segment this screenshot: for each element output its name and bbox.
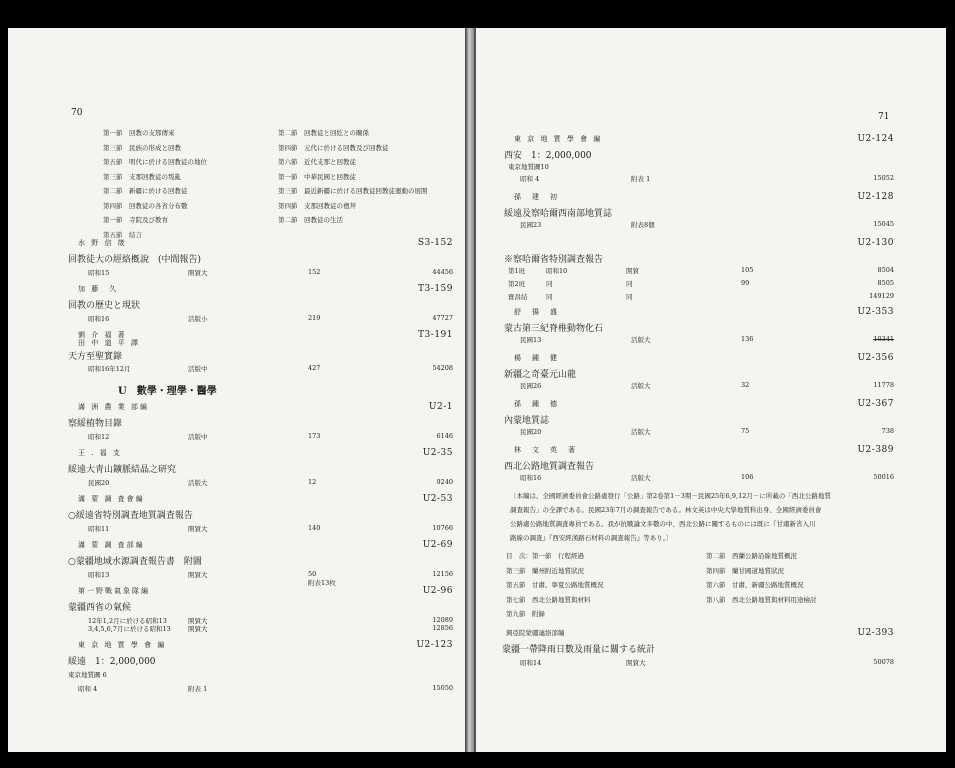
entry-code: U2-69 (422, 540, 453, 550)
entry-author-row (8, 402, 465, 416)
entry-author: 第一野戰氣象隊編 (78, 587, 150, 595)
entry-title: 綏遠大靑山鑛脈結晶之研究 (68, 465, 177, 475)
entry-title: ○蒙疆地域水源調査報告書 附圖 (68, 557, 202, 567)
entry-code: U2-130 (857, 238, 894, 248)
entry-title: 西安 1：2,000,000 (504, 151, 592, 161)
entry-number: 15052 (873, 174, 894, 182)
entry-author-row (8, 540, 465, 554)
entry-detail-row (8, 524, 465, 538)
entry-author: 東 京 地 質 學 會 編 (78, 641, 167, 649)
entry-publisher: 活版中 (188, 433, 208, 441)
entry-title: 西北公路地質調査報告 (504, 462, 595, 472)
entry-detail-row (8, 364, 465, 378)
entry-publisher: 開貿大 (626, 658, 646, 667)
entry-pages: 219 (308, 314, 321, 322)
tail-detail-row (8, 684, 465, 698)
survey-team: 第2班 (508, 280, 526, 288)
toc-item: 第四節 蘭甘國道地質狀況 (706, 566, 784, 575)
entry-code: U2-124 (857, 134, 894, 144)
entry-author-row (8, 330, 465, 347)
entry-year: 昭和16 (88, 315, 110, 323)
entry-publisher: 活版大 (188, 479, 208, 487)
toc-item: 第三節 支那回教徒の叛亂 (103, 172, 181, 181)
entry-number: 8504 (877, 266, 894, 274)
entry-author: 田 中 道 平 譯 (78, 339, 140, 347)
entry-author-row (8, 640, 465, 654)
entry-number: 15045 (873, 220, 894, 228)
entry-year: 12年1,2月に於ける昭和13 (88, 617, 167, 625)
toc-item: 第四節 支那回教徒の禮拜 (278, 201, 356, 210)
entry-year: 昭和16 (520, 474, 542, 482)
entry-publisher: 活版小 (188, 315, 208, 323)
entry-code: U2-389 (857, 445, 894, 455)
toc-row (476, 595, 946, 609)
entry-author-row (476, 445, 946, 459)
entry-publisher: 活版大 (631, 474, 651, 482)
page-number-left: 70 (71, 108, 83, 118)
entry-code: U2-96 (422, 586, 453, 596)
toc-row (476, 580, 946, 594)
entry-number: 47727 (432, 314, 453, 322)
toc-item: 第六節 近代支那と回教徒 (278, 158, 356, 166)
toc-item: 第五節 結言 (103, 230, 142, 239)
tail-label-row (8, 670, 465, 684)
entry-publisher: 活版大 (631, 336, 651, 344)
entry-pages: 105 (741, 266, 754, 274)
entry-author: 興亞院蒙疆連絡部編 (506, 628, 565, 637)
annotation-text: 〔本編は、全國經濟委員會公路處發行「公路」第2卷第1－3期－民國25年6,9,12月－に所載の「西北公路地質 (510, 492, 831, 500)
entry-author-row (476, 238, 946, 252)
entry-code: T3-159 (418, 284, 453, 294)
survey-team: 第1班 (508, 267, 526, 275)
toc-item: 第四節 回教徒の各省分布數 (103, 201, 188, 210)
entry-title-row (8, 252, 465, 266)
entry-title-row (476, 642, 946, 656)
entry-publisher: 同 (626, 280, 633, 288)
survey-table-row (476, 292, 946, 306)
entry-publisher: 活版大 (631, 382, 651, 390)
entry-title-row (476, 459, 946, 473)
toc-item: 第二節 新疆に於ける回教徒 (103, 187, 188, 195)
entry-publisher: 開貿大 (188, 525, 208, 533)
entry-year: 民國13 (520, 336, 542, 344)
toc-item: 第八節 西北公路地質與材料用途檢討 (706, 595, 817, 604)
entry-code: T3-191 (418, 330, 453, 340)
entry-publisher: 同 (626, 293, 633, 301)
entry-year: 民國26 (520, 382, 542, 390)
toc-item: 第四節 元代に於ける回教及び回教徒 (278, 143, 389, 152)
entry-title: ※察哈爾省特別調査報告 (504, 255, 604, 265)
entry-number: 12856 (432, 624, 453, 632)
entry-number: 44456 (432, 268, 453, 276)
entry-pages: 136 (741, 335, 754, 343)
entry-year: 昭和15 (88, 269, 110, 277)
entry-detail-row (8, 432, 465, 446)
entry-author-row (8, 284, 465, 298)
entry-author: 王 . 福 支 (78, 449, 122, 457)
toc-item: 第一節 中華民國と回教徒 (278, 172, 356, 181)
toc-item: 第六節 甘肅、新疆公路地質概況 (706, 581, 804, 589)
entry-author-row (8, 586, 465, 600)
entry-pages: 99 (741, 279, 750, 287)
entry-publisher: 開貿 (626, 267, 639, 275)
entry-title: 蒙疆一帶降雨日數及雨量に關する統計 (502, 644, 656, 655)
entry-author-row (476, 353, 946, 367)
toc-row (476, 609, 946, 623)
entry-publisher: 附表 1 (188, 685, 208, 693)
section-heading: U 數學・理學・醫學 (118, 386, 217, 397)
entry-title-row (8, 298, 465, 312)
toc-row (476, 551, 946, 565)
entry-author: 滿 蒙 調 査部編 (78, 541, 145, 549)
entry-publisher: 活版大 (631, 428, 651, 436)
entry-year: 昭和 4 (78, 685, 98, 693)
entry-code: U2-353 (857, 307, 894, 317)
entry-publisher: 附表8個 (631, 221, 655, 229)
entry-pages: 75 (741, 427, 750, 435)
entry-detail-row (476, 427, 946, 441)
entry-author: 東 京 地 質 學 會 編 (514, 135, 603, 143)
entry-number: 54208 (432, 364, 453, 372)
entry-pages: 32 (741, 381, 750, 389)
toc-item: 第一節 寺院及び教育 (103, 216, 168, 224)
entry-title: 新疆之奇臺元山龍 (504, 370, 577, 380)
toc-item: 第五節 甘肅、寧夏公路地質概況 (506, 581, 604, 589)
entry-code: U2-393 (857, 627, 894, 638)
toc-row (8, 186, 465, 200)
entry-detail-row (8, 478, 465, 492)
toc-item: 第二節 回教徒と回紇との關係 (278, 129, 369, 137)
entry-pages: 152 (308, 268, 321, 276)
entry-number: 50016 (873, 473, 894, 481)
annotation-text: 調査報告」の全譯である。民國23年7月の調査報告である。林文英は中央大學地質科出身、全國經濟委員會 (510, 506, 822, 514)
entry-author: 孫 鍾 德 (514, 400, 559, 408)
map-series-label: 東京地質圖10 (508, 163, 549, 171)
entry-author: 滿 洲 農 業 部編 (78, 403, 149, 411)
entry-author: 舒 揚 盛 (514, 308, 559, 316)
entry-year: 昭和10 (546, 267, 568, 275)
entry-author-row (476, 399, 946, 413)
entry-detail-row (8, 268, 465, 282)
entry-title: 察綏植物目錄 (68, 419, 123, 429)
entry-title-row (8, 600, 465, 614)
survey-team: 寶昌結 (508, 293, 528, 301)
toc-item: 第五節 明代に於ける回教徒の地位 (103, 158, 207, 166)
entry-detail-row (8, 314, 465, 328)
entry-author: 加 藤 久 (78, 285, 119, 293)
toc-item: 第九節 附錄 (506, 610, 545, 618)
entry-year: 同 (546, 293, 553, 301)
entry-publisher: 附表 1 (631, 175, 651, 183)
entry-pages: 50 (308, 570, 317, 578)
entry-title: 回教の歷史と現狀 (68, 301, 141, 311)
entry-pages: 附表13枚 (308, 579, 336, 587)
entry-number: 10766 (432, 524, 453, 532)
entry-year: 昭和12 (88, 433, 110, 441)
entry-number: 12089 (432, 616, 453, 624)
entry-title: 內蒙地質誌 (504, 416, 550, 426)
entry-detail-row (476, 174, 946, 188)
toc-item: 第三節 民族の形成と回教 (103, 143, 181, 152)
entry-year: 民國20 (520, 428, 542, 436)
entry-pages: 427 (308, 364, 321, 372)
entry-title: 回教徒大の經絡槪說 (中間報告) (68, 255, 202, 265)
entry-title: ○綏遠省特別調査地質調査報告 (68, 511, 193, 521)
toc-item: 第三節 最近新疆に於ける回教徒回教徒運動の展開 (278, 187, 428, 195)
entry-pages: 12 (308, 478, 317, 486)
toc-row (8, 201, 465, 215)
entry-author-row (8, 448, 465, 462)
section-heading-row (8, 382, 465, 396)
entry-title: 天方至聖實錄 (68, 352, 123, 362)
entry-author-row (476, 192, 946, 206)
entry-year: 昭和14 (520, 658, 542, 667)
entry-title: 蒙疆西省の氣候 (68, 603, 132, 613)
entry-year: 民國20 (88, 479, 110, 487)
entry-author-row (476, 134, 946, 148)
entry-title-row (476, 252, 946, 266)
entry-publisher: 開貿大 (188, 269, 208, 277)
toc-row (8, 143, 465, 157)
entry-code: S3-152 (417, 238, 453, 248)
toc-row (8, 215, 465, 229)
entry-author: 劉 介 福 著 (78, 331, 127, 339)
entry-number: 50078 (873, 657, 894, 666)
entry-publisher: 開貿大 (188, 617, 208, 625)
toc-row (476, 566, 946, 580)
page-number-right: 71 (878, 112, 890, 122)
entry-title: 蒙古第三紀脊椎動物化石 (504, 324, 604, 334)
toc-row (8, 157, 465, 171)
toc-item: 第七節 西北公路地質與材料 (506, 595, 591, 604)
entry-code: U2-53 (422, 494, 453, 504)
entry-pages: 106 (741, 473, 754, 481)
entry-title: 綏遠及察哈爾西南部地質誌 (504, 209, 613, 219)
entry-detail-row (476, 335, 946, 349)
entry-title-row (8, 554, 465, 568)
left-page (8, 28, 467, 752)
entry-number: 738 (881, 427, 894, 435)
entry-title-row (8, 508, 465, 522)
survey-table-row (476, 266, 946, 280)
entry-year: 民國23 (520, 221, 542, 229)
entry-code: U2-356 (857, 353, 894, 363)
annotation-text: 路線の調査』『西安經漢路石材料の調査報告』等あり。〕 (510, 534, 673, 542)
entry-year: 昭和 4 (520, 175, 540, 183)
entry-number: 11778 (873, 381, 894, 389)
entry-author-row (476, 628, 946, 642)
entry-code: U2-128 (857, 192, 894, 202)
map-series-label: 東京地質圖 6 (68, 671, 107, 679)
toc-row (8, 172, 465, 186)
entry-title-row (8, 416, 465, 430)
entry-title-row (8, 462, 465, 476)
entry-title-row (476, 206, 946, 220)
entry-number: 8505 (877, 279, 894, 287)
toc-item: 第二節 回教徒の生活 (278, 216, 343, 224)
entry-detail-row (476, 220, 946, 234)
entry-author: 孫 建 初 (514, 193, 559, 201)
entry-author: 水 野 信 筬 (78, 239, 127, 247)
note-line (476, 533, 946, 547)
entry-year: 昭和16年12月 (88, 365, 131, 373)
entry-code: U2-1 (428, 402, 453, 412)
toc-item: 目 次：第一節 行程經過 (506, 552, 584, 560)
annotation-text: 公路處公路地質調査專員である。我が抗戰論文多數の中、西北公路に關するものには既に『甘肅新省入川 (510, 520, 816, 528)
entry-number: 149129 (869, 292, 894, 300)
entry-title-row (476, 148, 946, 162)
entry-year: 昭和13 (88, 571, 110, 579)
entry-number: 9240 (436, 478, 453, 486)
note-line (476, 519, 946, 533)
entry-title-row (476, 367, 946, 381)
entry-publisher: 活版中 (188, 365, 208, 373)
toc-item: 第一節 回教の支那傳來 (103, 129, 175, 137)
entry-code: U2-123 (416, 640, 453, 650)
entry-year: 昭和11 (88, 525, 110, 533)
note-line (476, 505, 946, 519)
entry-pages: 173 (308, 432, 321, 440)
entry-title-row (8, 654, 465, 668)
entry-publisher: 開貿大 (188, 625, 208, 633)
right-page (474, 28, 946, 752)
entry-number: 15050 (432, 684, 453, 692)
entry-publisher: 開貿大 (188, 571, 208, 579)
entry-year: 同 (546, 280, 553, 288)
entry-detail-row (476, 658, 946, 672)
entry-author: 楊 鍾 健 (514, 354, 559, 362)
toc-row (8, 128, 465, 142)
entry-author-row (8, 494, 465, 508)
entry-detail-row (476, 473, 946, 487)
entry-title-row (8, 349, 465, 363)
entry-number: 12156 (432, 570, 453, 578)
entry-year: 3,4,5,6,7月に於ける昭和13 (88, 625, 171, 633)
entry-detail-row (476, 381, 946, 395)
note-line (476, 491, 946, 505)
entry-title-row (476, 321, 946, 335)
book-gutter (465, 28, 474, 752)
entry-pages: 140 (308, 524, 321, 532)
entry-author-row (476, 307, 946, 321)
entry-detail-row (8, 570, 465, 587)
entry-author: 林 文 英 著 (514, 446, 577, 454)
entry-detail-row (8, 616, 465, 633)
entry-code: U2-367 (857, 399, 894, 409)
entry-number: 6146 (436, 432, 453, 440)
entry-author: 滿 蒙 調 査會編 (78, 495, 145, 503)
entry-title: 綏遠 1：2,000,000 (68, 657, 156, 667)
entry-code: U2-35 (422, 448, 453, 458)
entry-title-row (476, 413, 946, 427)
toc-item: 第二節 西蘭公路沿線地質概況 (706, 552, 797, 560)
toc-item: 第三節 蘭州附近地質狀況 (506, 566, 584, 575)
entry-author-row (8, 238, 465, 252)
entry-number: 10341 (873, 335, 894, 343)
survey-table-row (476, 279, 946, 293)
